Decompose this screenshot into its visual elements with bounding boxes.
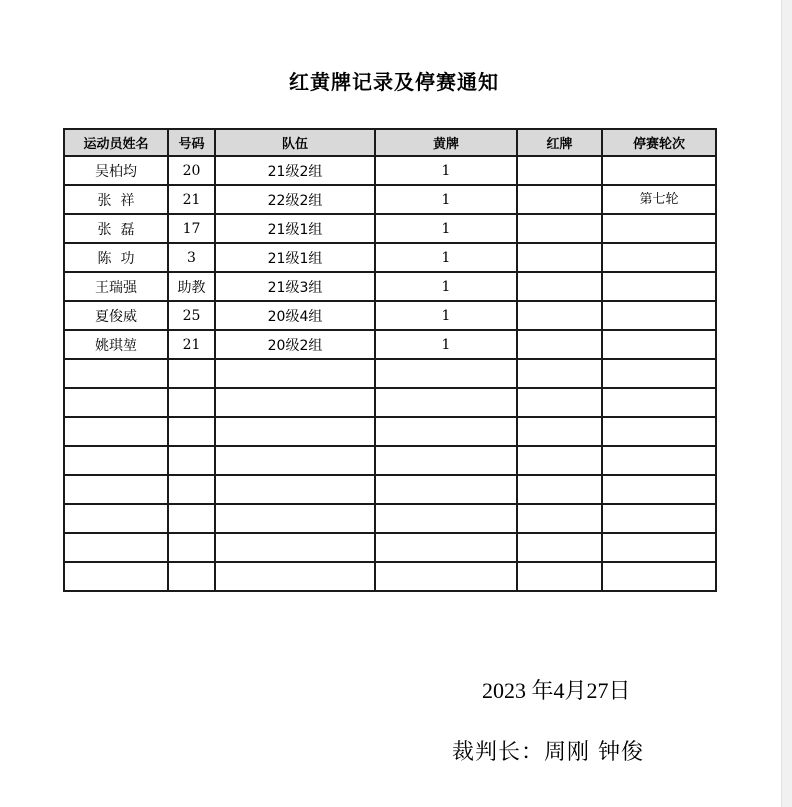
red-card-cell bbox=[517, 214, 602, 243]
empty-cell bbox=[168, 562, 215, 591]
number-cell: 25 bbox=[168, 301, 215, 330]
team-text: 21级1组 bbox=[267, 250, 323, 267]
athlete-name-text: 夏俊威 bbox=[95, 308, 137, 325]
team-text: 20级4组 bbox=[267, 308, 323, 325]
athlete-name-cell bbox=[64, 185, 168, 214]
empty-cell bbox=[168, 446, 215, 475]
athlete-name-cell bbox=[64, 301, 168, 330]
empty-cell bbox=[215, 417, 375, 446]
empty-cell bbox=[602, 475, 716, 504]
table-row bbox=[64, 272, 716, 301]
suspension-round-cell bbox=[602, 243, 716, 272]
suspension-round-cell bbox=[602, 330, 716, 359]
athlete-name-cell bbox=[64, 272, 168, 301]
athlete-name-text: 王瑞强 bbox=[95, 279, 137, 296]
empty-cell bbox=[168, 417, 215, 446]
empty-cell bbox=[64, 417, 168, 446]
card-record-table bbox=[63, 128, 717, 592]
header-red-card: 红牌 bbox=[517, 129, 602, 156]
athlete-name-cell bbox=[64, 156, 168, 185]
empty-table-row bbox=[64, 533, 716, 562]
empty-cell bbox=[517, 504, 602, 533]
yellow-card-cell: 1 bbox=[375, 185, 517, 214]
team-cell bbox=[215, 272, 375, 301]
empty-cell bbox=[168, 388, 215, 417]
athlete-name-text: 张 磊 bbox=[97, 221, 135, 238]
red-card-cell bbox=[517, 272, 602, 301]
empty-cell bbox=[602, 446, 716, 475]
team-text: 20级2组 bbox=[267, 337, 323, 354]
empty-cell bbox=[375, 533, 517, 562]
empty-cell bbox=[64, 446, 168, 475]
table-row bbox=[64, 156, 716, 185]
number-cell: 3 bbox=[168, 243, 215, 272]
yellow-card-cell: 1 bbox=[375, 301, 517, 330]
empty-cell bbox=[64, 388, 168, 417]
number-cell: 20 bbox=[168, 156, 215, 185]
team-cell bbox=[215, 301, 375, 330]
empty-table-row bbox=[64, 504, 716, 533]
yellow-card-cell: 1 bbox=[375, 156, 517, 185]
empty-cell bbox=[168, 475, 215, 504]
empty-table-row bbox=[64, 359, 716, 388]
empty-cell bbox=[215, 562, 375, 591]
suspension-round-cell bbox=[602, 185, 716, 214]
red-card-cell bbox=[517, 243, 602, 272]
team-cell bbox=[215, 214, 375, 243]
header-athlete-name: 运动员姓名 bbox=[64, 129, 168, 156]
empty-cell bbox=[602, 388, 716, 417]
table-row bbox=[64, 330, 716, 359]
empty-cell bbox=[168, 359, 215, 388]
team-text: 21级2组 bbox=[267, 163, 323, 180]
team-cell bbox=[215, 156, 375, 185]
empty-cell bbox=[168, 504, 215, 533]
team-text: 21级1组 bbox=[267, 221, 323, 238]
empty-cell bbox=[64, 562, 168, 591]
empty-table-row bbox=[64, 562, 716, 591]
yellow-card-cell: 1 bbox=[375, 330, 517, 359]
empty-cell bbox=[215, 475, 375, 504]
team-cell bbox=[215, 330, 375, 359]
empty-cell bbox=[602, 359, 716, 388]
athlete-name-cell bbox=[64, 243, 168, 272]
number-cell: 17 bbox=[168, 214, 215, 243]
chief-referee-signature: 裁判长：周刚 钟俊 bbox=[452, 740, 644, 765]
empty-cell bbox=[517, 417, 602, 446]
empty-cell bbox=[375, 475, 517, 504]
suspension-round-text: 第七轮 bbox=[639, 192, 679, 207]
athlete-name-text: 张 祥 bbox=[97, 192, 135, 209]
table-row bbox=[64, 185, 716, 214]
athlete-name-text: 姚琪堃 bbox=[95, 337, 137, 354]
table-row bbox=[64, 243, 716, 272]
empty-cell bbox=[602, 504, 716, 533]
suspension-round-cell bbox=[602, 272, 716, 301]
number-cell: 21 bbox=[168, 185, 215, 214]
empty-cell bbox=[215, 359, 375, 388]
empty-cell bbox=[215, 504, 375, 533]
notice-date: 2023 年4月27日 bbox=[482, 678, 631, 703]
suspension-round-cell bbox=[602, 214, 716, 243]
team-text: 21级3组 bbox=[267, 279, 323, 296]
header-number: 号码 bbox=[168, 129, 215, 156]
empty-cell bbox=[64, 533, 168, 562]
number-cell: 助教 bbox=[168, 272, 215, 301]
suspension-round-cell bbox=[602, 156, 716, 185]
suspension-round-cell bbox=[602, 301, 716, 330]
header-yellow-card: 黄牌 bbox=[375, 129, 517, 156]
header-team: 队伍 bbox=[215, 129, 375, 156]
empty-cell bbox=[517, 562, 602, 591]
empty-cell bbox=[215, 446, 375, 475]
empty-table-row bbox=[64, 388, 716, 417]
empty-cell bbox=[375, 446, 517, 475]
empty-cell bbox=[517, 388, 602, 417]
empty-cell bbox=[64, 475, 168, 504]
empty-cell bbox=[375, 388, 517, 417]
empty-cell bbox=[375, 359, 517, 388]
empty-cell bbox=[375, 417, 517, 446]
empty-cell bbox=[168, 533, 215, 562]
yellow-card-cell: 1 bbox=[375, 272, 517, 301]
page-scrollbar-strip bbox=[781, 0, 792, 807]
empty-table-row bbox=[64, 417, 716, 446]
red-card-cell bbox=[517, 185, 602, 214]
team-cell bbox=[215, 243, 375, 272]
empty-cell bbox=[602, 562, 716, 591]
empty-cell bbox=[64, 504, 168, 533]
athlete-name-cell bbox=[64, 214, 168, 243]
empty-cell bbox=[517, 533, 602, 562]
team-cell bbox=[215, 185, 375, 214]
empty-table-row bbox=[64, 446, 716, 475]
empty-cell bbox=[517, 446, 602, 475]
document-title: 红黄牌记录及停赛通知 bbox=[289, 70, 499, 94]
empty-cell bbox=[602, 533, 716, 562]
empty-table-row bbox=[64, 475, 716, 504]
red-card-cell bbox=[517, 156, 602, 185]
table-header-row bbox=[64, 129, 716, 156]
yellow-card-cell: 1 bbox=[375, 243, 517, 272]
red-card-cell bbox=[517, 301, 602, 330]
athlete-name-text: 陈 功 bbox=[97, 250, 135, 267]
empty-cell bbox=[375, 504, 517, 533]
yellow-card-cell: 1 bbox=[375, 214, 517, 243]
athlete-name-text: 吴柏均 bbox=[95, 163, 137, 180]
empty-cell bbox=[517, 475, 602, 504]
empty-cell bbox=[602, 417, 716, 446]
table-row bbox=[64, 301, 716, 330]
empty-cell bbox=[215, 388, 375, 417]
number-cell: 21 bbox=[168, 330, 215, 359]
empty-cell bbox=[375, 562, 517, 591]
empty-cell bbox=[64, 359, 168, 388]
red-card-cell bbox=[517, 330, 602, 359]
athlete-name-cell bbox=[64, 330, 168, 359]
empty-cell bbox=[517, 359, 602, 388]
team-text: 22级2组 bbox=[267, 192, 323, 209]
empty-cell bbox=[215, 533, 375, 562]
header-suspension-round: 停赛轮次 bbox=[602, 129, 716, 156]
table-row bbox=[64, 214, 716, 243]
